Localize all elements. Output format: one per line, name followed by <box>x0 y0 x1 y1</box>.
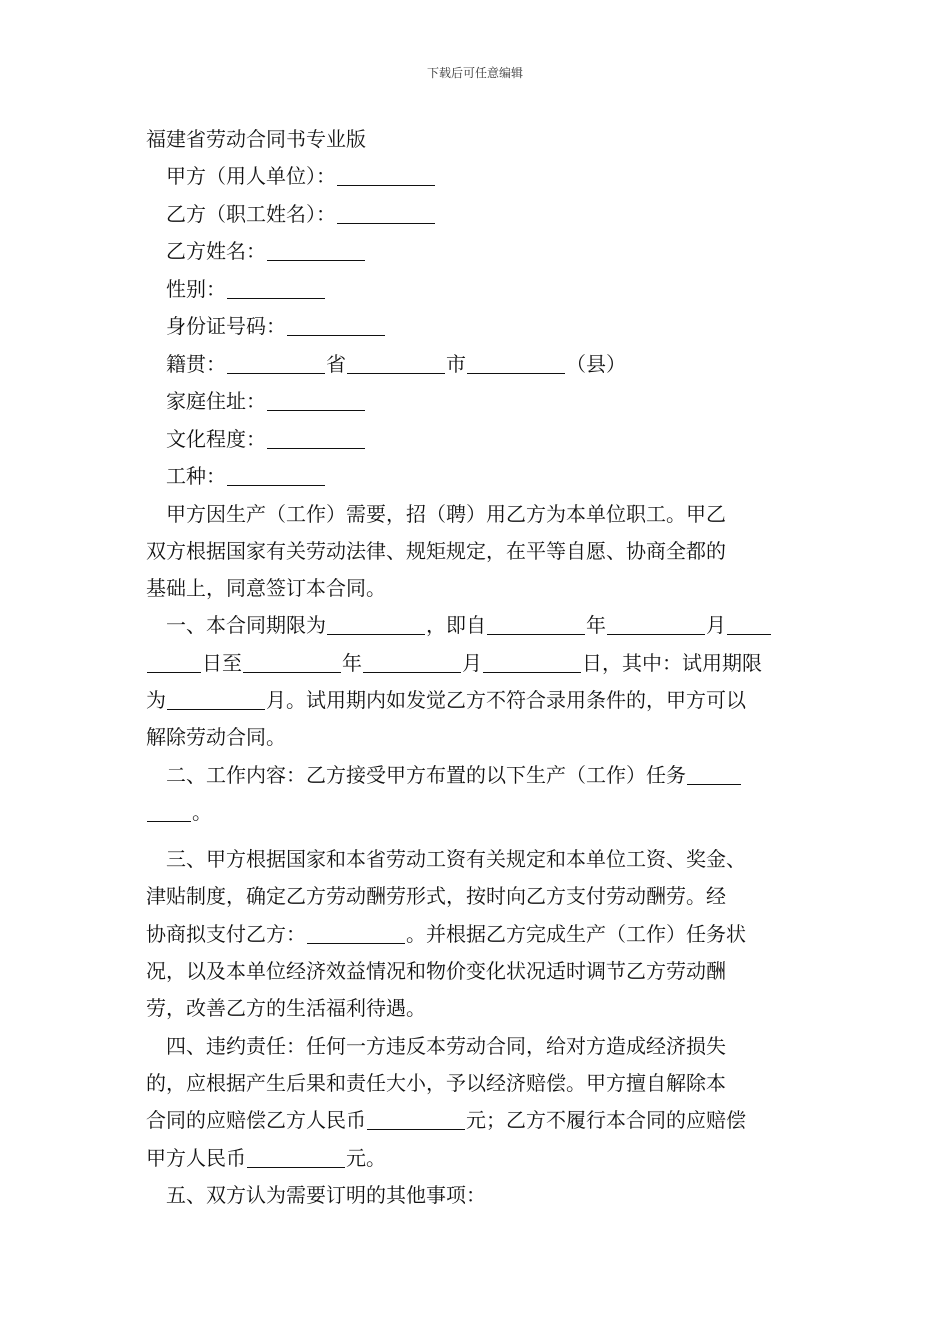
section-1-term <box>146 607 806 756</box>
text-run: 元；乙方不履行本合同的应赔偿 <box>466 1108 746 1133</box>
text-line: 的，应根据产生后果和责任大小，予以经济赔偿。甲方擅自解除本 <box>146 1070 726 1095</box>
document-title: 福建省劳动合同书专业版 <box>146 127 366 151</box>
text-line <box>146 607 806 644</box>
fill-blank <box>337 163 435 186</box>
text-line: 三、甲方根据国家和本省劳动工资有关规定和本单位工资、奖金、 <box>166 847 746 872</box>
text-run: 二、工作内容：乙方接受甲方布置的以下生产（工作）任务 <box>166 762 686 787</box>
text-line <box>146 645 806 682</box>
section-2-work-content <box>146 757 806 832</box>
fill-blank <box>243 650 341 673</box>
fill-blank <box>607 612 705 635</box>
fill-blank <box>167 687 265 710</box>
field-address <box>146 383 806 421</box>
fill-blank <box>267 238 365 261</box>
fill-blank <box>327 612 425 635</box>
text-run: 月 <box>462 650 482 675</box>
text-line <box>146 682 806 719</box>
text-run: 年 <box>342 650 362 675</box>
fill-blank <box>227 276 325 299</box>
fill-blank <box>337 201 435 224</box>
fill-blank <box>267 388 365 411</box>
spacer <box>146 831 806 841</box>
text-line: 甲方因生产（工作）需要，招（聘）用乙方为本单位职工。甲乙 <box>166 501 726 526</box>
field-label: 乙方姓名： <box>166 239 266 263</box>
text-line: 五、双方认为需要订明的其他事项： <box>166 1182 486 1207</box>
field-b-name <box>146 233 806 271</box>
text-line: 劳，改善乙方的生活福利待遇。 <box>146 996 426 1021</box>
field-label: 文化程度： <box>166 426 266 451</box>
field-label: 工种： <box>166 464 226 488</box>
fill-blank <box>363 650 461 673</box>
text-run: 日至 <box>202 650 242 675</box>
text-run: 。并根据乙方完成生产（工作）任务状 <box>406 921 746 946</box>
field-label: 性别： <box>166 276 226 301</box>
fill-blank <box>483 650 581 673</box>
fill-blank <box>727 612 771 635</box>
field-education <box>146 421 806 459</box>
text-line: 况，以及本单位经济效益情况和物价变化状况适时调节乙方劳动酬 <box>146 959 726 984</box>
text-line <box>146 757 806 794</box>
fill-blank <box>227 463 325 486</box>
text-line: 双方根据国家有关劳动法律、规矩规定，在平等自愿、协商全都的 <box>146 538 726 563</box>
province-label: 省 <box>326 351 346 376</box>
fill-blank <box>147 799 191 822</box>
fill-blank <box>267 426 365 449</box>
field-label: 家庭住址： <box>166 389 266 413</box>
field-label: 甲方（用人单位）： <box>166 164 336 188</box>
fill-blank <box>147 650 201 673</box>
fill-blank <box>247 1145 345 1168</box>
fill-blank <box>487 612 585 635</box>
fill-blank <box>467 351 565 374</box>
text-run: 日，其中：试用期限 <box>582 650 762 675</box>
fill-blank <box>227 351 325 374</box>
text-run: 协商拟支付乙方： <box>146 921 306 946</box>
text-run: 月 <box>706 613 726 638</box>
intro-paragraph <box>146 496 806 608</box>
field-label: 籍贯： <box>166 351 226 376</box>
text-line <box>146 1140 806 1177</box>
fill-blank <box>287 313 385 336</box>
text-run: 年 <box>586 613 606 638</box>
section-5-other <box>146 1177 806 1214</box>
text-run: 元。 <box>346 1145 386 1170</box>
contract-document <box>146 121 806 1214</box>
field-party-b <box>146 196 806 234</box>
section-4-liability <box>146 1028 806 1177</box>
text-line: 基础上，同意签订本合同。 <box>146 576 386 601</box>
field-id-number <box>146 308 806 346</box>
text-line <box>146 916 806 953</box>
field-gender <box>146 271 806 309</box>
text-line <box>146 1102 806 1139</box>
page-header-note: 下载后可任意编辑 <box>426 66 523 80</box>
field-label: 乙方（职工姓名）： <box>166 201 336 226</box>
fill-blank <box>347 351 445 374</box>
field-label: 身份证号码： <box>166 314 286 338</box>
text-run: 一、本合同期限为 <box>166 613 326 638</box>
text-line: 解除劳动合同。 <box>146 725 286 750</box>
text-line: 津贴制度，确定乙方劳动酬劳形式，按时向乙方支付劳动酬劳。经 <box>146 884 726 909</box>
fill-blank <box>307 921 405 944</box>
fill-blank <box>687 762 741 785</box>
field-job-type <box>146 458 806 496</box>
city-label: 市 <box>446 351 466 376</box>
text-run: 月。试用期内如发觉乙方不符合录用条件的，甲方可以 <box>266 687 746 712</box>
text-run: 为 <box>146 687 166 712</box>
county-label: （县） <box>566 351 626 376</box>
text-line: 四、违约责任：任何一方违反本劳动合同，给对方造成经济损失 <box>166 1033 726 1058</box>
fill-blank <box>367 1107 465 1130</box>
text-run: ，即自 <box>426 613 486 638</box>
text-line <box>146 794 806 831</box>
field-origin <box>146 346 806 384</box>
text-run: 合同的应赔偿乙方人民币 <box>146 1108 366 1133</box>
field-party-a <box>146 158 806 196</box>
text-run: 。 <box>192 799 212 824</box>
text-run: 甲方人民币 <box>146 1145 246 1170</box>
section-3-pay <box>146 841 806 1027</box>
